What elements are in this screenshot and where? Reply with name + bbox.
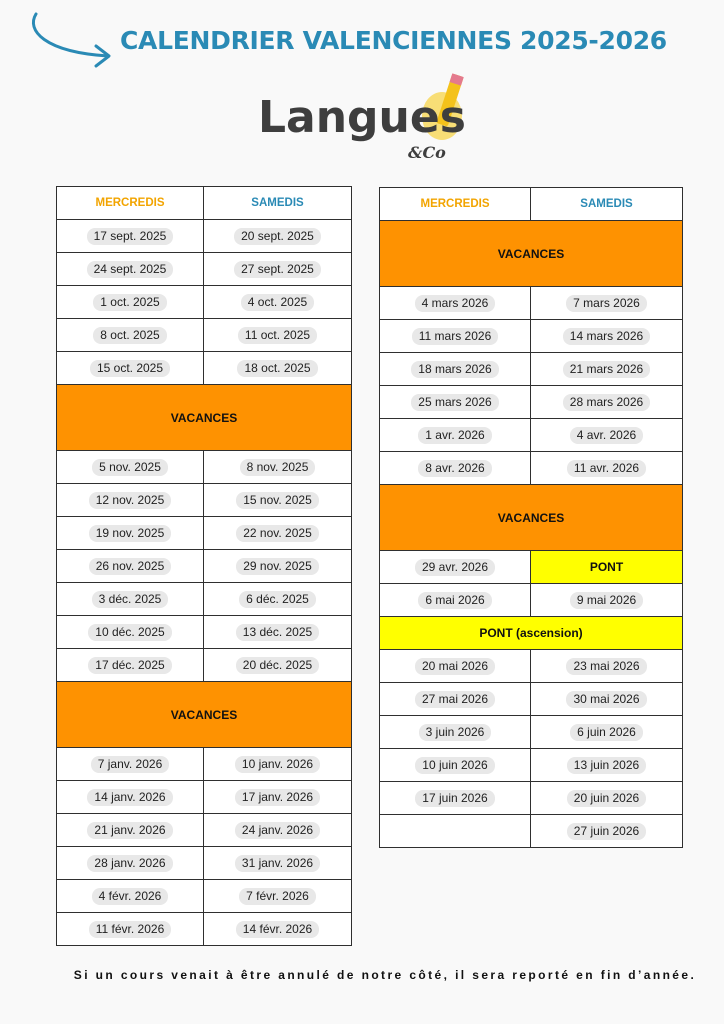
table-row xyxy=(380,419,683,452)
date-cell: 29 nov. 2025 xyxy=(236,558,319,575)
vacation-row xyxy=(380,221,683,287)
table-row xyxy=(57,253,352,286)
date-cell: 31 janv. 2026 xyxy=(235,855,320,872)
date-cell: 4 févr. 2026 xyxy=(92,888,169,905)
table-row xyxy=(57,286,352,319)
header-saturdays: SAMEDIS xyxy=(531,188,683,221)
table-row xyxy=(380,683,683,716)
table-header-row xyxy=(380,188,683,221)
table-row xyxy=(380,452,683,485)
date-cell: 18 oct. 2025 xyxy=(237,360,317,377)
date-cell: 4 oct. 2025 xyxy=(241,294,314,311)
vacances-cell: VACANCES xyxy=(57,682,352,748)
table-row xyxy=(57,517,352,550)
table-row xyxy=(57,649,352,682)
date-cell: 21 mars 2026 xyxy=(563,361,650,378)
vacances-cell: VACANCES xyxy=(380,485,683,551)
date-cell: 8 nov. 2025 xyxy=(240,459,316,476)
date-cell: 6 déc. 2025 xyxy=(239,591,316,608)
date-cell: 10 déc. 2025 xyxy=(88,624,171,641)
date-cell: 20 déc. 2025 xyxy=(236,657,319,674)
date-cell: 29 avr. 2026 xyxy=(415,559,495,576)
date-cell: 27 sept. 2025 xyxy=(234,261,321,278)
page-title: CALENDRIER VALENCIENNES 2025-2026 xyxy=(120,26,667,55)
date-cell: 19 nov. 2025 xyxy=(89,525,172,542)
calendar-table-right xyxy=(379,187,683,848)
date-cell: 27 mai 2026 xyxy=(415,691,495,708)
langues-logo xyxy=(256,70,472,170)
date-cell: 22 nov. 2025 xyxy=(236,525,319,542)
vacances-cell: VACANCES xyxy=(380,221,683,287)
date-cell: 3 déc. 2025 xyxy=(92,591,169,608)
table-row xyxy=(380,815,683,848)
date-cell: 1 avr. 2026 xyxy=(418,427,491,444)
date-cell: 18 mars 2026 xyxy=(411,361,498,378)
date-cell: 1 oct. 2025 xyxy=(93,294,166,311)
logo-sub: &Co xyxy=(408,143,446,162)
date-cell: 17 juin 2026 xyxy=(415,790,494,807)
table-row xyxy=(380,782,683,815)
date-cell: 28 mars 2026 xyxy=(563,394,650,411)
curved-arrow-icon xyxy=(24,8,116,70)
date-cell: 10 juin 2026 xyxy=(415,757,494,774)
date-cell: 20 sept. 2025 xyxy=(234,228,321,245)
pont-row xyxy=(380,617,683,650)
table-row xyxy=(57,484,352,517)
table-row xyxy=(57,550,352,583)
date-cell: 15 nov. 2025 xyxy=(236,492,319,509)
header-saturdays: SAMEDIS xyxy=(204,187,352,220)
date-cell: 7 mars 2026 xyxy=(566,295,647,312)
date-cell: 15 oct. 2025 xyxy=(90,360,170,377)
table-row xyxy=(57,847,352,880)
date-cell: 9 mai 2026 xyxy=(570,592,643,609)
table-row xyxy=(57,814,352,847)
table-row xyxy=(380,353,683,386)
footer-note: Si un cours venait à être annulé de notre côté, il sera reporté en fin d’année. xyxy=(73,968,697,982)
date-cell: 27 juin 2026 xyxy=(567,823,646,840)
table-row xyxy=(57,352,352,385)
date-cell: 14 févr. 2026 xyxy=(236,921,319,938)
table-row xyxy=(57,748,352,781)
header-wednesdays: MERCREDIS xyxy=(57,187,204,220)
date-cell: 7 janv. 2026 xyxy=(91,756,170,773)
table-row xyxy=(380,386,683,419)
table-row xyxy=(380,716,683,749)
date-cell: 8 avr. 2026 xyxy=(418,460,491,477)
date-cell: 30 mai 2026 xyxy=(566,691,646,708)
date-cell: 25 mars 2026 xyxy=(411,394,498,411)
date-cell: 26 nov. 2025 xyxy=(89,558,172,575)
table-row xyxy=(57,781,352,814)
date-cell: 8 oct. 2025 xyxy=(93,327,166,344)
date-cell: 17 déc. 2025 xyxy=(88,657,171,674)
date-cell: 24 sept. 2025 xyxy=(87,261,174,278)
date-cell: 4 mars 2026 xyxy=(415,295,496,312)
date-cell: 11 mars 2026 xyxy=(412,328,499,345)
table-row xyxy=(380,650,683,683)
date-cell: 11 avr. 2026 xyxy=(567,460,646,477)
table-row xyxy=(380,287,683,320)
date-cell: 12 nov. 2025 xyxy=(89,492,172,509)
date-cell: 10 janv. 2026 xyxy=(235,756,320,773)
table-row xyxy=(380,749,683,782)
date-cell: 20 juin 2026 xyxy=(567,790,646,807)
date-cell: 14 janv. 2026 xyxy=(87,789,172,806)
table-row xyxy=(57,913,352,946)
table-row xyxy=(57,451,352,484)
table-row xyxy=(57,616,352,649)
table-row xyxy=(380,320,683,353)
date-cell: 20 mai 2026 xyxy=(415,658,495,675)
pont-cell: PONT xyxy=(531,551,683,584)
table-row xyxy=(380,551,683,584)
table-row xyxy=(57,220,352,253)
date-cell: 14 mars 2026 xyxy=(563,328,650,345)
date-cell: 6 mai 2026 xyxy=(418,592,491,609)
date-cell: 28 janv. 2026 xyxy=(87,855,172,872)
date-cell: 13 déc. 2025 xyxy=(236,624,319,641)
date-cell: 5 nov. 2025 xyxy=(92,459,168,476)
date-cell: 6 juin 2026 xyxy=(570,724,643,741)
date-cell: 21 janv. 2026 xyxy=(87,822,172,839)
table-header-row xyxy=(57,187,352,220)
empty-cell xyxy=(380,815,531,848)
vacation-row xyxy=(57,682,352,748)
calendar-table-left xyxy=(56,186,352,946)
header-wednesdays: MERCREDIS xyxy=(380,188,531,221)
table-row xyxy=(380,584,683,617)
date-cell: 11 févr. 2026 xyxy=(89,921,172,938)
date-cell: 13 juin 2026 xyxy=(567,757,646,774)
date-cell: 23 mai 2026 xyxy=(566,658,646,675)
logo-word: Langues xyxy=(258,92,466,143)
table-row xyxy=(57,583,352,616)
date-cell: 24 janv. 2026 xyxy=(235,822,320,839)
vacation-row xyxy=(380,485,683,551)
table-row xyxy=(57,319,352,352)
date-cell: 3 juin 2026 xyxy=(419,724,492,741)
date-cell: 4 avr. 2026 xyxy=(570,427,643,444)
date-cell: 17 janv. 2026 xyxy=(235,789,320,806)
pont-ascension-cell: PONT (ascension) xyxy=(380,617,683,650)
vacation-row xyxy=(57,385,352,451)
date-cell: 17 sept. 2025 xyxy=(87,228,174,245)
date-cell: 7 févr. 2026 xyxy=(239,888,316,905)
date-cell: 11 oct. 2025 xyxy=(238,327,317,344)
vacances-cell: VACANCES xyxy=(57,385,352,451)
table-row xyxy=(57,880,352,913)
